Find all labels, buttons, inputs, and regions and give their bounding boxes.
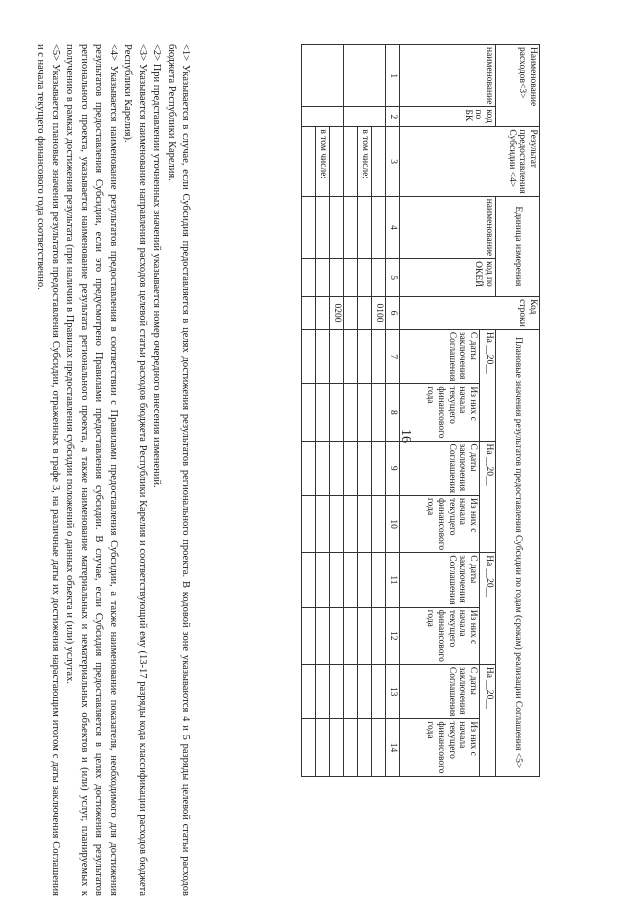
footnote: <3> Указывается наименование направления расходов целевой статьи расходов бюджета Республики Карелия и соответствующий ему (13-17 разряды кода классификации расходов бюджета Республики Карелия). — [122, 44, 148, 896]
table-cell — [344, 127, 358, 196]
in-total-label: в том числе: — [316, 127, 330, 196]
header-year-3: На __20__ — [480, 553, 496, 665]
col-number: 8 — [386, 384, 400, 441]
header-from-year: Из них с начала текущего финансового года — [400, 496, 480, 553]
table-cell — [358, 259, 372, 297]
header-sub-code: код по БК — [400, 107, 496, 127]
table-cell — [316, 384, 330, 441]
table-cell — [344, 553, 358, 608]
header-name: Наименование расходов<3> — [496, 45, 540, 127]
table-cell — [358, 196, 372, 258]
col-number: 14 — [386, 719, 400, 776]
footnote: <1> Указывается в случае, если Субсидия предоставляется в целях достижения результатов регионального проекта. В кодовой зоне указываются 4 и 5 разряды целевой статьи расходов бюджета Республики Карелия. — [165, 44, 191, 896]
col-number: 2 — [386, 107, 400, 127]
table-cell — [302, 664, 316, 719]
table-cell — [372, 719, 386, 776]
table-cell — [358, 384, 372, 441]
row-code: 0200 — [330, 297, 344, 330]
row-code: 0100 — [372, 297, 386, 330]
header-from-year: Из них с начала текущего финансового года — [400, 384, 480, 441]
table-cell — [302, 496, 316, 553]
header-year-1: На __20__ — [480, 329, 496, 441]
header-unit-name: наименование — [400, 196, 496, 258]
table-cell — [344, 329, 358, 384]
col-number: 6 — [386, 297, 400, 330]
header-from-sign: С даты заключения Соглашения — [400, 441, 480, 496]
col-number: 3 — [386, 127, 400, 196]
table-cell — [358, 607, 372, 664]
table-cell — [330, 553, 344, 608]
table-cell — [344, 441, 358, 496]
table-cell — [302, 384, 316, 441]
col-number: 5 — [386, 259, 400, 297]
table-cell — [316, 259, 330, 297]
table-cell — [344, 45, 386, 107]
table-cell — [372, 664, 386, 719]
table-cell — [302, 297, 316, 330]
table-cell — [358, 719, 372, 776]
header-year-2: На __20__ — [480, 441, 496, 553]
table-cell — [330, 127, 344, 196]
results-table — [301, 44, 540, 777]
table-cell — [316, 441, 330, 496]
col-number: 10 — [386, 496, 400, 553]
col-number: 11 — [386, 553, 400, 608]
table-cell — [344, 384, 358, 441]
table-cell — [302, 259, 316, 297]
table-cell — [316, 553, 330, 608]
table-cell — [302, 127, 316, 196]
table-cell — [344, 196, 358, 258]
footnotes — [33, 44, 192, 896]
table-cell — [358, 329, 372, 384]
table-cell — [372, 196, 386, 258]
table-cell — [372, 496, 386, 553]
table-cell — [344, 664, 358, 719]
table-cell — [372, 127, 386, 196]
table-cell — [358, 664, 372, 719]
table-cell — [330, 259, 344, 297]
header-unit: Единица измерения — [496, 196, 540, 296]
table-cell — [330, 719, 344, 776]
table-cell — [344, 107, 386, 127]
table-cell — [344, 259, 358, 297]
table-cell — [330, 664, 344, 719]
col-number: 4 — [386, 196, 400, 258]
table-cell — [316, 664, 330, 719]
table-cell — [344, 719, 358, 776]
table-cell — [372, 607, 386, 664]
table-cell — [344, 297, 358, 330]
table-cell — [330, 607, 344, 664]
col-number: 9 — [386, 441, 400, 496]
table-cell — [372, 329, 386, 384]
table-cell — [344, 607, 358, 664]
table-cell — [330, 384, 344, 441]
table-cell — [372, 384, 386, 441]
table-cell — [302, 196, 316, 258]
table-cell — [316, 329, 330, 384]
in-total-label: в том числе: — [358, 127, 372, 196]
table-cell — [316, 297, 330, 330]
table-cell — [330, 196, 344, 258]
header-from-sign: С даты заключения Соглашения — [400, 553, 480, 608]
table-cell — [372, 553, 386, 608]
table-cell — [302, 441, 316, 496]
header-plan: Плановые значения результатов предоставления Субсидии по годам (срокам) реализации Соглашения <5> — [496, 329, 540, 776]
table-cell — [358, 297, 372, 330]
table-cell — [358, 553, 372, 608]
table-cell — [330, 441, 344, 496]
header-result: Результат предоставления Субсидии <4> — [400, 127, 540, 196]
footnote: <2> При представлении уточненных значений указывается номер очередного внесения изменений. — [151, 44, 163, 488]
table-cell — [344, 496, 358, 553]
table-cell — [316, 196, 330, 258]
table-cell — [302, 107, 344, 127]
table-cell — [302, 607, 316, 664]
rotated-page-content — [35, 44, 540, 896]
page-number: 16 — [398, 429, 413, 443]
table-cell — [302, 553, 316, 608]
table-cell — [330, 496, 344, 553]
table-cell — [358, 496, 372, 553]
header-sub-name: наименование — [400, 45, 496, 107]
table-cell — [316, 496, 330, 553]
header-row-code: Код строки — [400, 297, 540, 330]
table-cell — [316, 719, 330, 776]
table-cell — [372, 441, 386, 496]
col-number: 1 — [386, 45, 400, 107]
table-cell — [302, 719, 316, 776]
table-cell — [302, 45, 344, 107]
footnote: <4> Указывается наименование результатов предоставления в соответствии с Правилами предоставления Субсидии, а также наименование показателя, необходимого для достижения результатов предоставления Субсидии, если это предусмотрено Правилами предоставления субсидии. В случае, если Субсидия предоставляется в целях достижения результатов регионального проекта, указывается наименование результата регионального проекта, а также наименование материальных и нематериальных объектов и (или) услуг, планируемых к получению в рамках достижения результата (при наличии в Правилах предоставления субсидии положений о данных объекта и (или) услугах. — [64, 44, 119, 896]
table-cell — [372, 259, 386, 297]
header-unit-okei: код по ОКЕЙ — [400, 259, 496, 297]
table-cell — [316, 607, 330, 664]
col-number: 13 — [386, 664, 400, 719]
col-number: 7 — [386, 329, 400, 384]
header-from-year: Из них с начала текущего финансового года — [400, 607, 480, 664]
table-cell — [358, 441, 372, 496]
table-cell — [330, 329, 344, 384]
header-year-4: На __20__ — [480, 664, 496, 776]
header-from-sign: С даты заключения Соглашения — [400, 664, 480, 719]
header-from-sign: С даты заключения Соглашения — [400, 329, 480, 384]
table-cell — [302, 329, 316, 384]
header-from-year: Из них с начала текущего финансового года — [400, 719, 480, 776]
footnote: <5> Указывается плановые значения результатов предоставления Субсидии, отраженных в графе 3, на различные даты их достижения нарастающим итогом с даты заключения Соглашения и с начала текущего финансового года соответственно. — [35, 44, 61, 896]
col-number: 12 — [386, 607, 400, 664]
